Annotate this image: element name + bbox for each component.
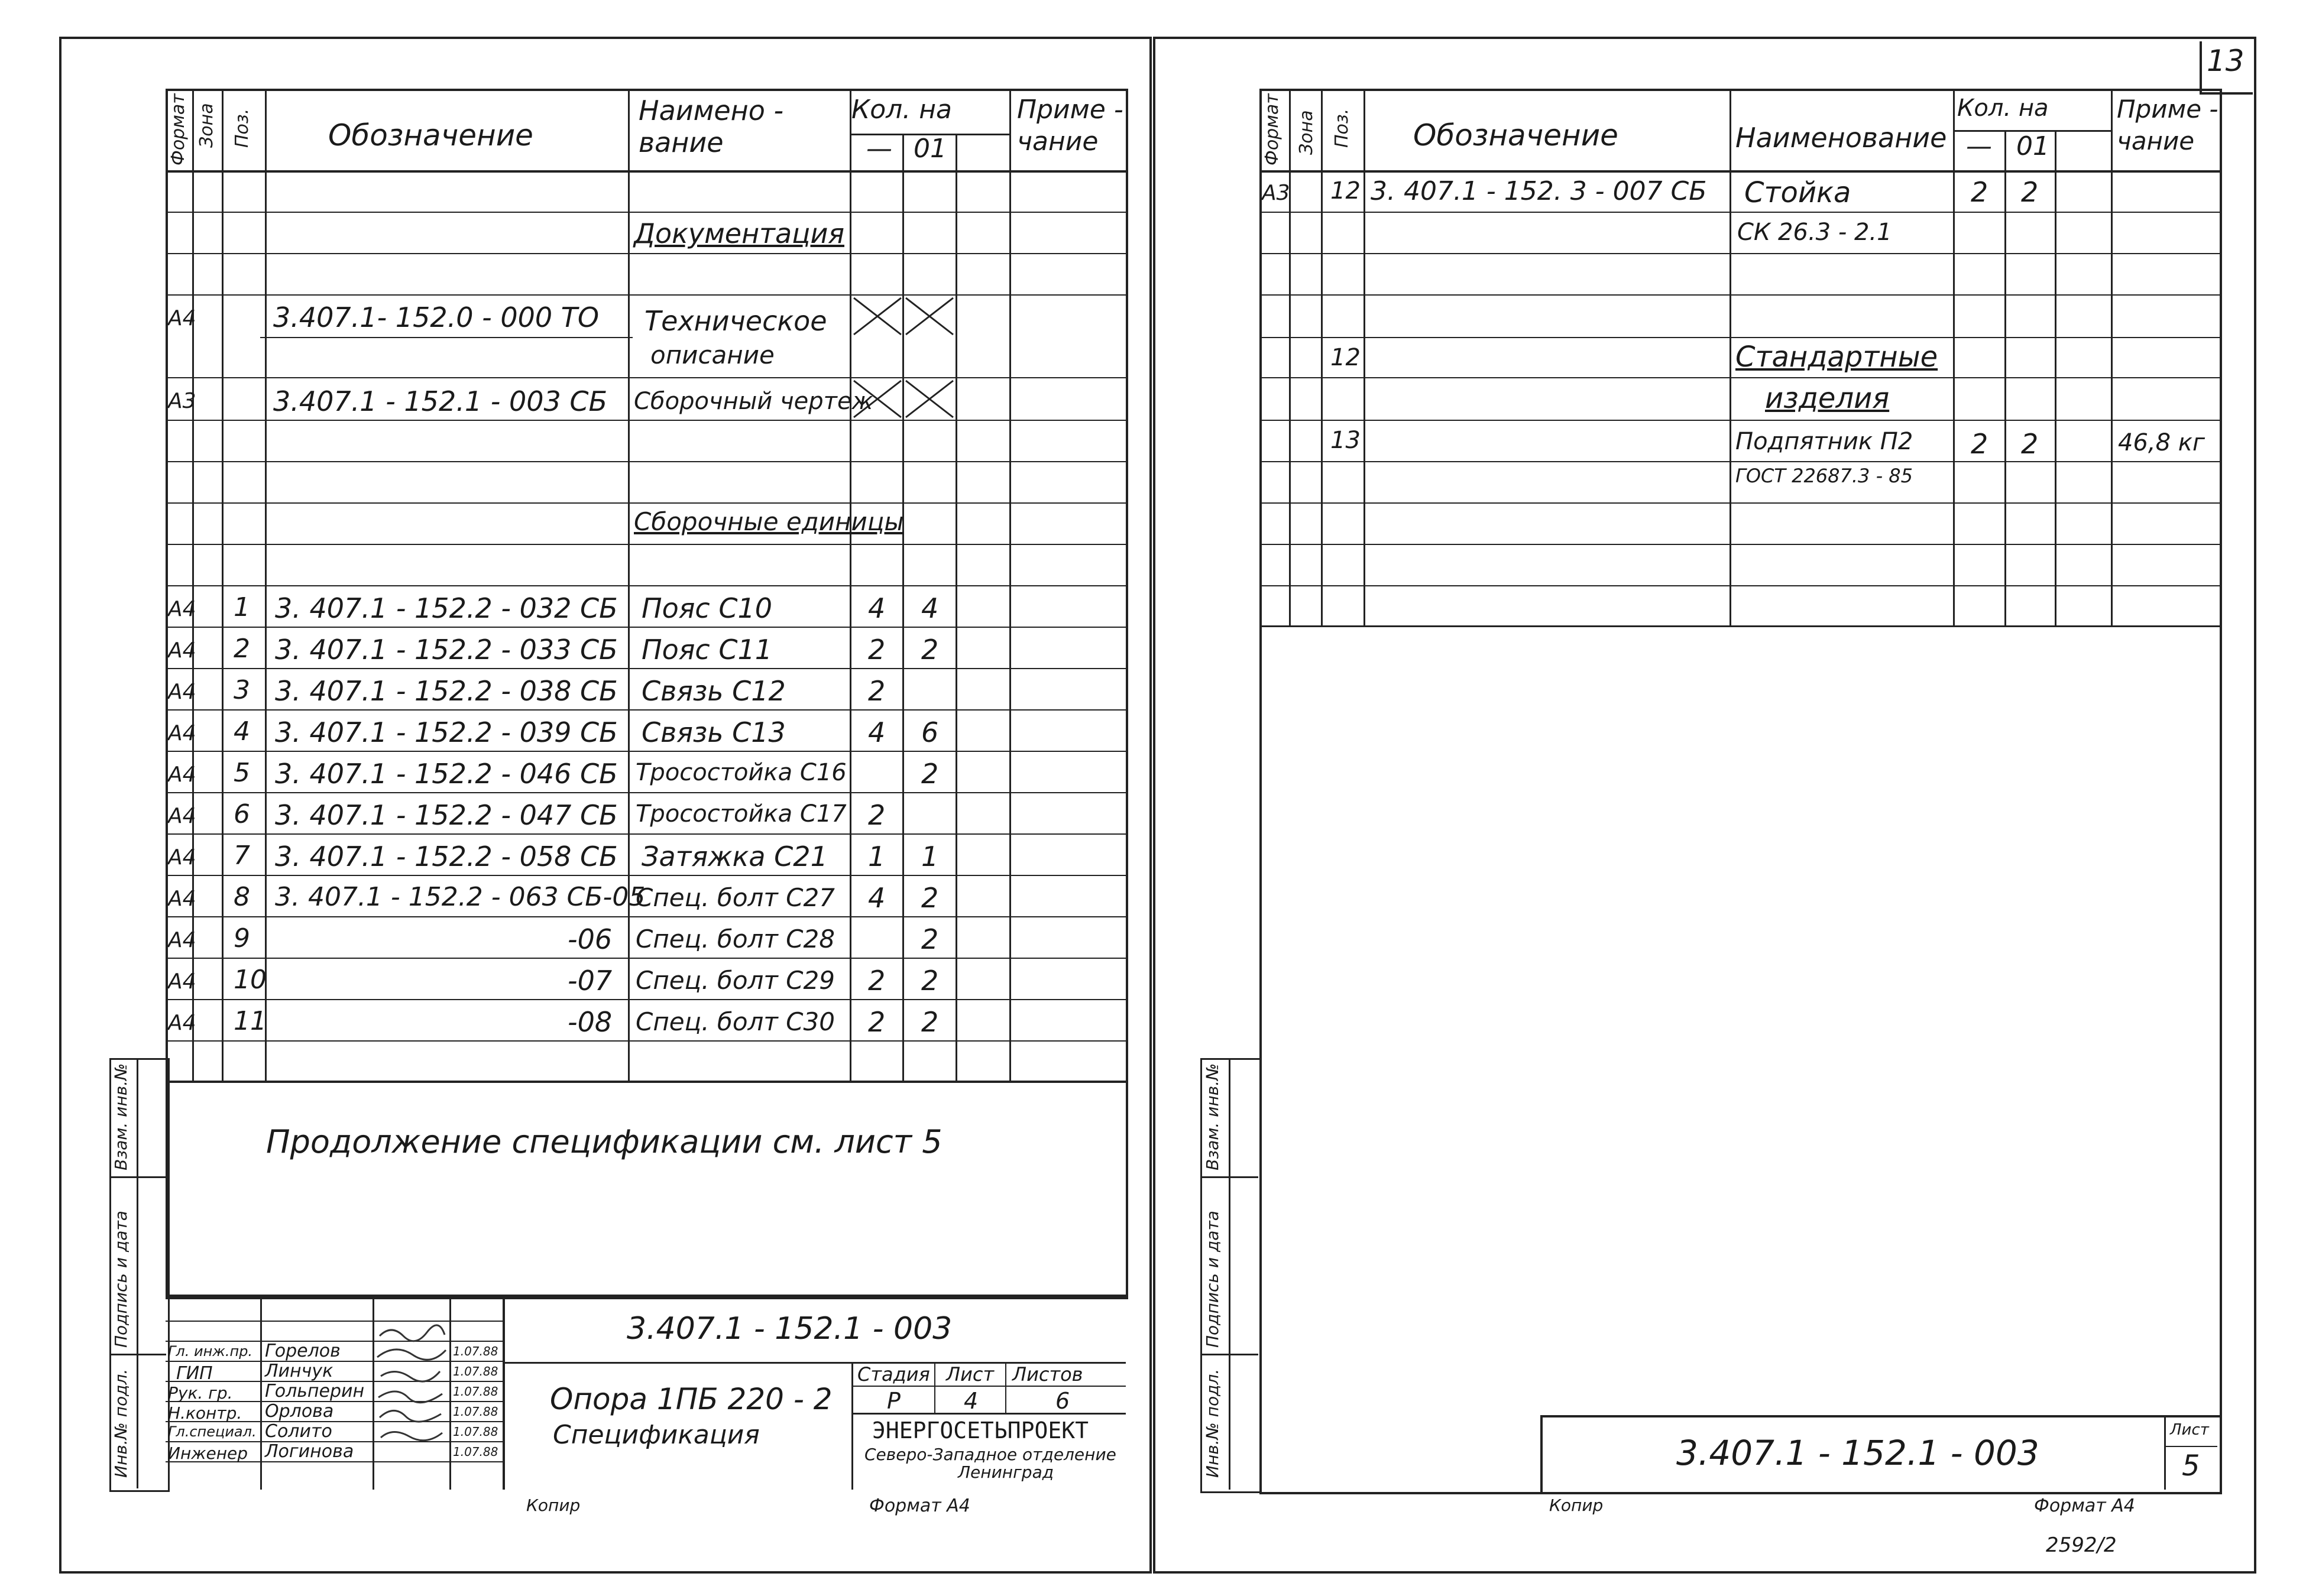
row-pos: 2 (234, 634, 250, 664)
row-name: Тросостойка С16 (636, 759, 847, 786)
col-pos-header: Поз. (232, 108, 252, 148)
x-mark-doc1 (851, 296, 956, 337)
col-qty-01: 01 (2016, 131, 2049, 161)
person-role: Инженер (168, 1443, 248, 1463)
corner-page-number: 13 (2207, 44, 2245, 78)
stage-value: Р (887, 1388, 901, 1414)
col-note-header-1: Приме - (1017, 95, 1123, 125)
row-format: А4 (168, 1011, 196, 1035)
doc2-format: А3 (168, 389, 196, 413)
person-name: Логинова (265, 1441, 354, 1462)
row-name-2: ГОСТ 22687.3 - 85 (1735, 465, 1913, 487)
row-q2: 2 (921, 923, 939, 955)
title-block-title-1: Опора 1ПБ 220 - 2 (550, 1382, 833, 1416)
row-q1: 4 (868, 882, 886, 914)
row-pos: 6 (234, 799, 250, 829)
row-format: А4 (168, 887, 196, 911)
row-name: Спец. болт С28 (636, 924, 835, 953)
row-format: А3 (1262, 181, 1290, 205)
person-date: 1.07.88 (453, 1445, 498, 1459)
row-name: Связь С13 (642, 716, 786, 748)
org-city: Ленинград (958, 1462, 1054, 1482)
col-qty-header: Кол. на (1957, 95, 2049, 122)
col-zone-header: Зона (196, 103, 217, 148)
stage-label: Стадия (857, 1363, 930, 1386)
side-label-inv-no: Инв.№ подл. (1203, 1368, 1222, 1478)
row-pos: 11 (234, 1006, 267, 1036)
row-name: Пояс С11 (642, 634, 772, 666)
row-q1: 4 (868, 592, 886, 624)
row-format: А4 (168, 845, 196, 870)
row-format: А4 (168, 804, 196, 828)
row-q2: 2 (921, 634, 939, 666)
row-name: Тросостойка С17 (636, 800, 847, 828)
person-date: 1.07.88 (453, 1425, 498, 1439)
sheet-value: 4 (964, 1388, 979, 1414)
row-q1: 2 (868, 1006, 886, 1038)
doc1-designation: 3.407.1- 152.0 - 000 ТО (273, 301, 600, 333)
person-date: 1.07.88 (453, 1344, 498, 1358)
person-name: Орлова (265, 1401, 334, 1422)
side-label-sign-date: Подпись и дата (111, 1211, 131, 1348)
col-designation-header: Обозначение (1413, 118, 1618, 153)
format-label-right: Формат А4 (2034, 1496, 2135, 1516)
person-role: Н.контр. (168, 1403, 242, 1423)
side-label-inv-no: Инв.№ подл. (111, 1368, 131, 1478)
row-designation: 3. 407.1 - 152.2 - 063 СБ-05 (275, 882, 646, 912)
doc1-name-1: Техническое (644, 305, 827, 337)
row-q1: 2 (868, 675, 886, 707)
row-designation: 3. 407.1 - 152.2 - 046 СБ (275, 758, 618, 790)
row-designation: 3. 407.1 - 152.2 - 047 СБ (275, 799, 618, 831)
col-qty-01: 01 (914, 134, 947, 164)
person-name: Линчук (265, 1361, 333, 1381)
row-format: А4 (168, 638, 196, 663)
title-block-code: 3.407.1 - 152.1 - 003 (627, 1311, 953, 1347)
row-q2: 2 (2021, 176, 2039, 208)
row-pos: 1 (234, 592, 250, 622)
person-name: Гольперин (265, 1381, 365, 1402)
side-label-replace: Взам. инв.№ (111, 1063, 131, 1170)
row-designation: 3. 407.1 - 152. 3 - 007 СБ (1371, 176, 1707, 206)
col-qty-dash: — (1966, 131, 1992, 161)
std-pos: 12 (1330, 344, 1361, 371)
row-q1: 2 (1971, 428, 1988, 460)
doc1-name-2: описание (650, 340, 775, 369)
signatures (374, 1322, 449, 1461)
row-q2: 2 (921, 758, 939, 790)
col-name-header: Наименование (1735, 122, 1947, 154)
row-pos: 5 (234, 758, 250, 788)
org-name: ЭНЕРГОСЕТЬПРОЕКТ (872, 1417, 1089, 1443)
row-name: Затяжка С21 (642, 841, 828, 872)
org-dept: Северо-Западное отделение (864, 1445, 1116, 1464)
row-q2: 6 (921, 716, 939, 748)
row-q2: 2 (921, 965, 939, 997)
sheet-label: Лист (946, 1363, 995, 1386)
col-note-header-1: Приме - (2117, 95, 2218, 124)
sheets-value: 6 (1055, 1388, 1070, 1414)
col-zone-header: Зона (1296, 110, 1317, 155)
row-name: Спец. болт С29 (636, 966, 835, 995)
row-name: Подпятник П2 (1735, 428, 1913, 455)
row-q2: 1 (921, 841, 939, 872)
row-format: А4 (168, 597, 196, 621)
row-name: Пояс С10 (642, 592, 772, 624)
std-title-2: изделия (1765, 382, 1890, 415)
row-q1: 2 (868, 965, 886, 997)
col-pos-header: Поз. (1332, 108, 1352, 148)
section-assembly-units: Сборочные единицы (634, 507, 904, 536)
right-sheet-label: Лист (2170, 1421, 2209, 1439)
row-q2: 2 (921, 882, 939, 914)
person-date: 1.07.88 (453, 1384, 498, 1399)
side-label-sign-date: Подпись и дата (1203, 1211, 1222, 1348)
person-date: 1.07.88 (453, 1404, 498, 1419)
col-format-header: Формат (168, 93, 189, 166)
row-designation: 3. 407.1 - 152.2 - 058 СБ (275, 841, 618, 872)
sheets-label: Листов (1012, 1363, 1083, 1386)
row-designation: 3. 407.1 - 152.2 - 033 СБ (275, 634, 618, 666)
row-format: А4 (168, 680, 196, 704)
col-designation-header: Обозначение (328, 118, 533, 153)
row-pos: 7 (234, 841, 250, 871)
row-pos: 9 (234, 923, 250, 953)
row-designation: 3. 407.1 - 152.2 - 038 СБ (275, 675, 618, 707)
person-role: Гл.специал. (168, 1423, 257, 1440)
row-designation: 3. 407.1 - 152.2 - 039 СБ (275, 716, 618, 748)
row-q1: 1 (868, 841, 886, 872)
col-name-header-1: Наимено - (639, 95, 784, 126)
person-name: Горелов (265, 1341, 341, 1361)
row-pos: 13 (1330, 427, 1361, 454)
row-q1: 2 (868, 799, 886, 831)
row-note: 46,8 кг (2118, 429, 2205, 456)
right-sheet-number: 5 (2182, 1449, 2200, 1483)
row-name: Спец. болт С30 (636, 1007, 835, 1036)
col-qty-header: Кол. на (851, 95, 952, 125)
person-date: 1.07.88 (453, 1364, 498, 1378)
col-name-header-2: вание (639, 126, 724, 158)
right-table-frame (1259, 89, 2222, 1494)
title-block-title-2: Спецификация (553, 1420, 760, 1450)
row-format: А4 (168, 928, 196, 952)
row-designation: 3. 407.1 - 152.2 - 032 СБ (275, 592, 618, 624)
row-designation: -08 (568, 1006, 613, 1038)
row-pos: 10 (234, 965, 267, 995)
person-role: Рук. гр. (168, 1383, 233, 1403)
doc1-format: А4 (168, 306, 196, 330)
copied-label-left: Копир (526, 1496, 581, 1515)
col-note-header-2: чание (2117, 126, 2195, 155)
row-q1: 2 (1971, 176, 1988, 208)
copied-label-right: Копир (1549, 1496, 1604, 1515)
col-note-header-2: чание (1017, 126, 1099, 157)
row-pos: 12 (1330, 177, 1361, 205)
row-name: Стойка (1744, 176, 1851, 209)
side-label-replace: Взам. инв.№ (1203, 1063, 1222, 1170)
row-format: А4 (168, 721, 196, 745)
row-name: Связь С12 (642, 675, 786, 707)
row-designation: -06 (568, 923, 613, 955)
right-code: 3.407.1 - 152.1 - 003 (1676, 1433, 2039, 1473)
continuation-note: Продолжение спецификации см. лист 5 (266, 1123, 943, 1160)
row-q2: 2 (2021, 428, 2039, 460)
doc2-name-1: Сборочный чертеж (634, 388, 873, 415)
row-pos: 3 (234, 675, 250, 705)
row-q1: 4 (868, 716, 886, 748)
row-q2: 4 (921, 592, 939, 624)
row-q2: 2 (921, 1006, 939, 1038)
row-q1: 2 (868, 634, 886, 666)
row-pos: 4 (234, 716, 250, 747)
col-format-header: Формат (1262, 93, 1282, 166)
doc2-designation: 3.407.1 - 152.1 - 003 СБ (273, 385, 608, 417)
row-designation: -07 (568, 965, 613, 997)
section-documentation: Документация (634, 218, 845, 249)
format-label-left: Формат А4 (869, 1496, 970, 1516)
row-name-2: СК 26.3 - 2.1 (1737, 219, 1892, 246)
person-role: ГИП (176, 1363, 213, 1384)
bottom-archive-number: 2592/2 (2046, 1533, 2117, 1557)
person-role: Гл. инж.пр. (168, 1343, 253, 1360)
col-qty-dash: — (866, 134, 892, 164)
row-format: А4 (168, 969, 196, 994)
row-format: А4 (168, 763, 196, 787)
person-name: Солито (265, 1421, 332, 1442)
std-title-1: Стандартные (1735, 340, 1938, 374)
row-name: Спец. болт С27 (636, 883, 835, 912)
row-pos: 8 (234, 882, 250, 912)
